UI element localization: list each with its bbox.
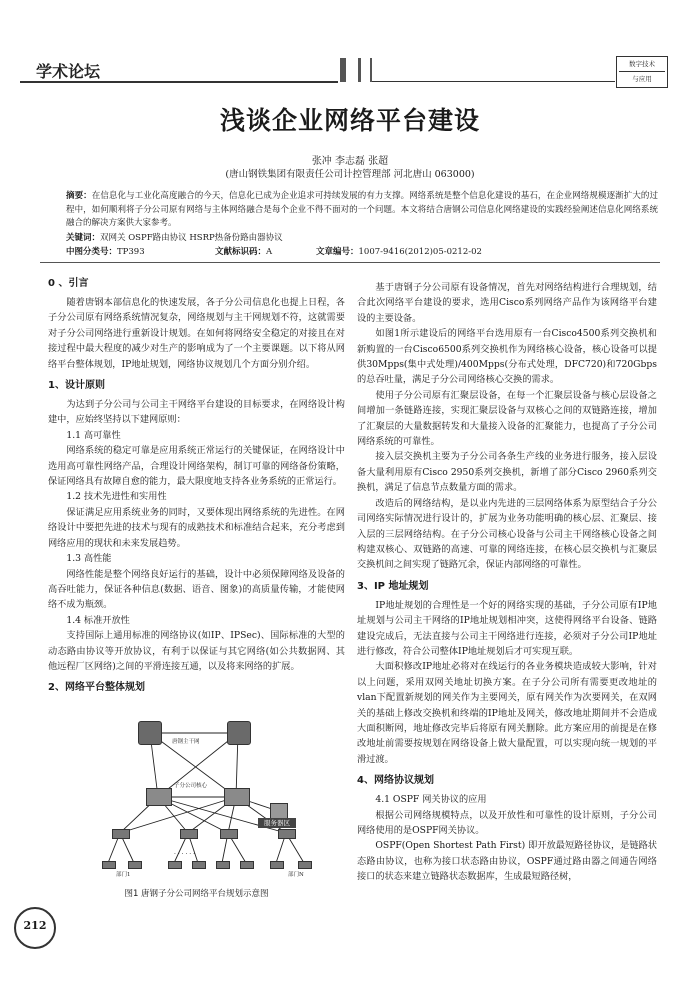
doc-code — [215, 245, 272, 257]
paragraph: 接入层交换机主要为子分公司各条生产线的业务进行服务，接入层设备大量利用原有Cisco 2950系列交换机，新增了部分Cisco 2960系列交换机，满足了信息节点数量方面的需求。 — [357, 451, 657, 494]
header-band — [20, 58, 680, 83]
keywords-text: 双网关 OSPF路由协议 HSRP热备份路由器协议 — [100, 233, 283, 243]
classification — [66, 245, 145, 257]
core-switch-icon — [146, 788, 172, 806]
paragraph: 为达到子分公司与公司主干网络平台建设的目标要求，在网络设计构建中，应始终坚持以下建网原则： — [48, 399, 345, 426]
access-switch-icon — [192, 861, 206, 869]
subheading: 1.3 高性能 — [66, 553, 112, 565]
section-label: 学术论坛 — [36, 62, 101, 81]
access-switch-icon — [216, 861, 230, 869]
abstract-text: 在信息化与工业化高度融合的今天，信息化已成为企业追求可持续发展的有力支撑。网络系统是整个信息化建设的基石，在企业网络规模逐渐扩大的过程中，如何顺利将子分公司原有网络与主体网络融合是每个企业不得不面对的一个问题。本文将结合唐钢公司信息化网络建设的实践经验阐述信息化网络系统融合的解决方案供大家参考。 — [66, 191, 658, 229]
page-number: 212 — [23, 919, 47, 932]
header-bar — [358, 58, 361, 82]
id-label: 文章编号： — [316, 247, 359, 257]
aggregation-switch-icon — [112, 829, 130, 839]
abstract — [66, 190, 658, 231]
paragraph: 支持国际上通用标准的网络协议(如IP、IPSec)、国际标准的大型的动态路由协议等开放协议，有利于以保证与其它网络(如公共数据网、其他远程厂区网络)之间的平滑连接互通，以及将来网络的扩展。 — [48, 630, 345, 672]
left-column — [48, 276, 345, 699]
aggregation-switch-icon — [220, 829, 238, 839]
doc-value: A — [266, 247, 273, 257]
aggregation-switch-icon — [180, 829, 198, 839]
heading-design-principles: 1、设计原则 — [48, 380, 105, 392]
core-router-icon — [227, 721, 251, 745]
right-column — [357, 280, 657, 885]
access-switch-icon — [168, 861, 182, 869]
clc-label: 中图分类号： — [66, 247, 118, 257]
server-zone-label: 服务器区 — [264, 819, 290, 827]
dept-1-label: 部门1 — [116, 872, 131, 878]
abstract-label: 摘要： — [66, 191, 92, 201]
heading-protocol-planning: 4、网络协议规划 — [357, 775, 434, 787]
page-badge — [14, 907, 56, 949]
paragraph: 保证满足应用系统业务的同时，又要体现出网络系统的先进性。在网络设计中要把先进的技术与现有的成熟技术和标准结合起来，充分考虑到网络应用的现状和未来发展趋势。 — [48, 506, 345, 549]
heading-intro: 0 、引言 — [48, 278, 89, 289]
access-switch-icon — [270, 861, 284, 869]
server-zone-box — [258, 818, 296, 828]
heading-network-planning: 2、网络平台整体规划 — [48, 682, 145, 694]
core-router-icon — [138, 721, 162, 745]
subheading: 1.1 高可靠性 — [66, 429, 121, 441]
access-switch-icon — [128, 861, 142, 869]
affiliation: (唐山钢铁集团有限责任公司计控管理部 河北唐山 063000) — [225, 169, 475, 180]
core-label: 唐钢主干网 — [172, 739, 200, 745]
paragraph: 如图1所示建设后的网络平台选用原有一台Cisco4500系列交换机和新购置的一台Cisco6500系列交换机作为网络核心设备，核心设备可以提供30Mpps(集中式处理)/400Mpps(分布式处理，DFC720)和720Gbps的总吞吐量，满足子分公司网络核心交换的需求。 — [357, 328, 657, 386]
paragraph: 改造后的网络结构，是以业内先进的三层网络体系为原型结合子分公司网络实际情况进行设计的，扩展为业务功能明确的核心层、汇聚层、接入层的三层网络结构。在子分公司核心设备与公司主干网络核心设备之间构建双核心、双链路的高速、可靠的网络连接，在核心层交换机与汇聚层交换机间之间实现了链路冗余，保证内部网络的可靠性。 — [357, 497, 657, 571]
doc-label: 文献标识码： — [215, 247, 267, 257]
header-bar — [370, 58, 372, 82]
title-rule — [40, 262, 660, 263]
authors: 张冲 李志磊 张超 — [311, 156, 389, 167]
sub-core-label: 子分公司核心 — [174, 783, 208, 789]
core-switch-icon — [224, 788, 250, 806]
dept-dots: · · · · · · — [174, 851, 195, 858]
header-rule-right — [372, 81, 615, 82]
id-value: 1007-9416(2012)05-0212-02 — [358, 247, 482, 257]
aggregation-switch-icon — [278, 829, 296, 839]
paragraph: 网络性能是整个网络良好运行的基础，设计中必须保障网络及设备的高吞吐能力，保证各种信息(数据、语音、图象)的高质量传输，才能使网络不成为瓶颈。 — [48, 568, 345, 611]
paragraph: 网络系统的稳定可靠是应用系统正常运行的关键保证，在网络设计中选用高可靠性网络产品，合理设计网络架构，制订可靠的网络备份策略，保证网络具有故障自愈的能力，最大限度地支持各业务系统的正常运行。 — [48, 445, 345, 488]
network-links — [100, 715, 320, 878]
paragraph: 大面积修改IP地址必将对在线运行的各业务模块造成较大影响，针对以上问题，采用双网关地址切换方案。在子分公司所有需要更改地址的vlan下配置新规划的网关作为主要网关，原有网关作为次要网关，在双网关的基础上修改交换机和终端的IP地址及网关，修改地址期间并不会造成大面积断网，地址修改完毕后将原有网关删除。此方案应用的前提是在修改地址前需要按规划在网络设备上做大量配置，可以实现向统一规划的平滑过渡。 — [357, 661, 657, 765]
paragraph: 使用子分公司原有汇聚层设备，在每一个汇聚层设备与核心层设备之间增加一条链路连接，实现汇聚层设备与双核心之间的双链路连接，增加了汇聚层的大量数据转发和大量接入设备的汇聚能力，也提高了子分公司网络系统的可靠性。 — [357, 389, 657, 448]
paragraph: 随着唐钢本部信息化的快速发展，各子分公司信息化也提上日程，各子分公司原有网络系统情况复杂，网络规划与主干网规划不符，这就需要对子分公司网络进行重新设计规划。在如何将网络安全稳定的对接且在对接过程中最大程度的减少对生产的影响成为了一个主要课题。以下将从网络平台整体规划，IP地址规划，网络协议规划几个方面分别介绍。 — [48, 297, 345, 370]
header-bar — [340, 58, 346, 82]
server-icon — [270, 803, 288, 819]
figure-caption: 图1 唐钢子分公司网络平台规划示意图 — [124, 889, 269, 899]
paragraph: OSPF(Open Shortest Path First) 即开放最短路径协议，是链路状态路由协议，也称为接口状态路由协议，OSPF通过路由器之间通告网络接口的状态来建立链路状态数据库，生成最短路径树， — [357, 840, 657, 883]
journal-mark-bottom: 与应用 — [632, 75, 652, 83]
keywords — [66, 231, 283, 243]
keywords-label: 关键词： — [66, 233, 101, 243]
subheading: 1.4 标准开放性 — [66, 614, 130, 626]
subheading: 4.1 OSPF 网关协议的应用 — [375, 794, 487, 806]
journal-mark — [616, 56, 668, 88]
paragraph: 基于唐钢子分公司原有设备情况，首先对网络结构进行合理规划，结合此次网络平台建设的要求，选用Cisco系列网络产品作为该网络平台建设的主要设备。 — [357, 282, 657, 324]
dept-n-label: 部门N — [288, 872, 304, 878]
subheading: 1.2 技术先进性和实用性 — [66, 491, 167, 503]
access-switch-icon — [240, 861, 254, 869]
figure-network-diagram — [100, 715, 320, 878]
header-rule-left — [20, 81, 338, 83]
heading-ip-planning: 3、IP 地址规划 — [357, 580, 429, 592]
journal-mark-top: 数字技术 — [629, 60, 655, 68]
access-switch-icon — [102, 861, 116, 869]
article-title: 浅谈企业网络平台建设 — [219, 106, 480, 135]
article-id — [316, 245, 482, 257]
access-switch-icon — [298, 861, 312, 869]
clc-value: TP393 — [117, 247, 145, 257]
paragraph: IP地址规划的合理性是一个好的网络实现的基础，子分公司原有IP地址规划与公司主干网络的IP地址规划相冲突，这使得网络平台设备、链路建设完成后，无法直接与公司主干网络进行连接，必须对子分公司IP地址进行修改，符合公司整体IP地址规划后才可实现互联。 — [357, 599, 657, 657]
paragraph: 根据公司网络规模特点，以及开放性和可靠性的设计原则，子分公司网络使用的是OSPF网关协议。 — [357, 809, 657, 836]
